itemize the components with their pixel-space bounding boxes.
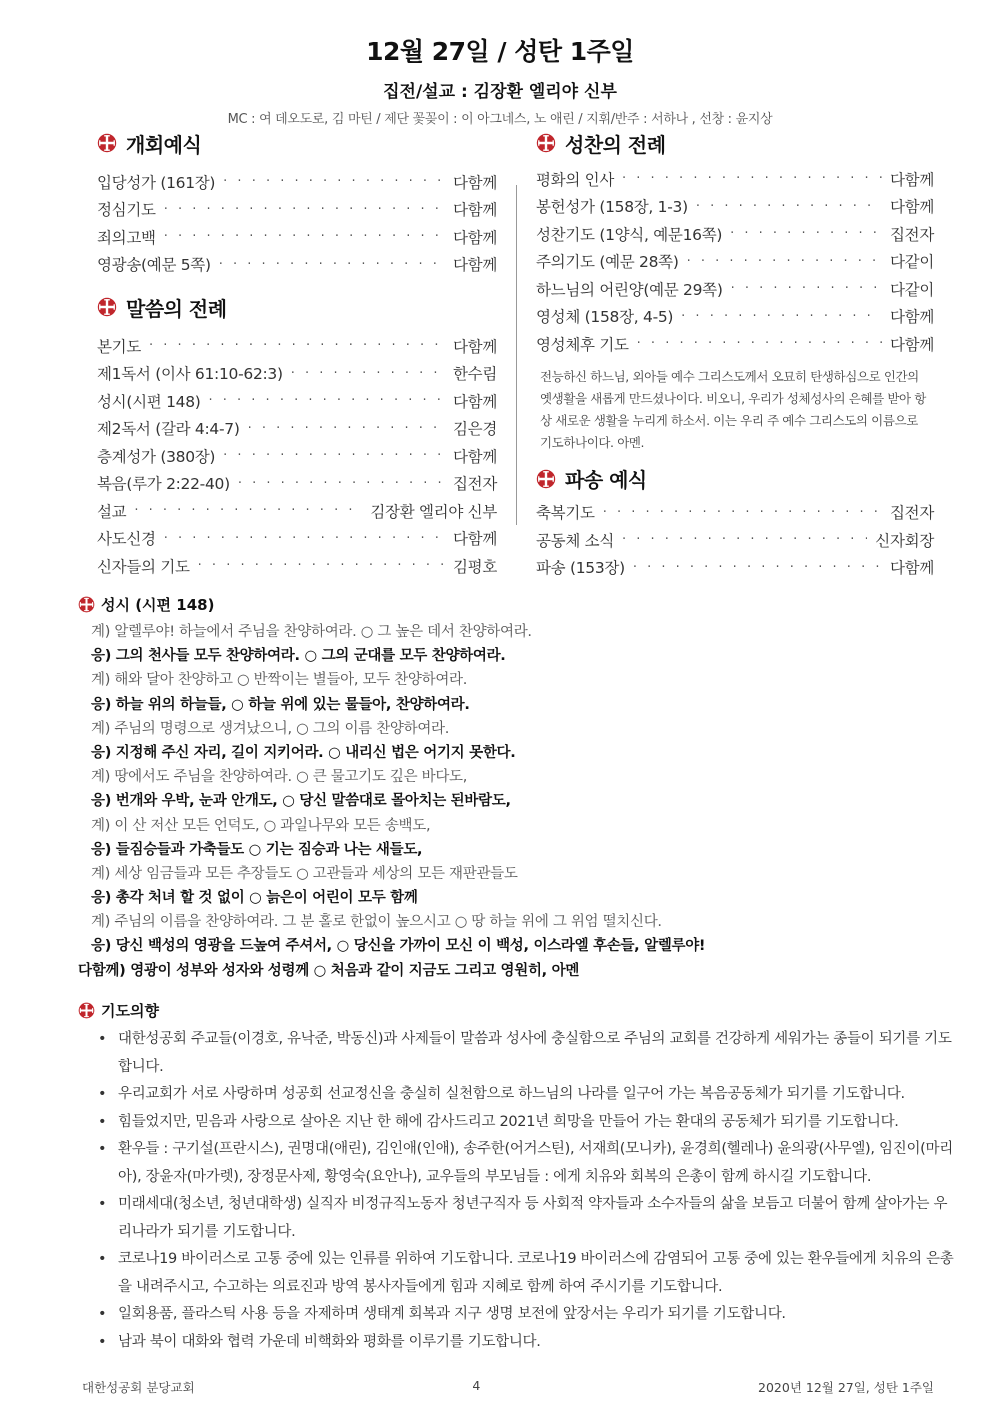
intentions-heading: 기도의향 [78, 998, 958, 1022]
order-item: 영광송(예문 5쪽) · · · 다함께 [97, 251, 497, 279]
right-column [536, 126, 934, 581]
post-communion-prayer: 전능하신 하느님, 외아들 예수 그리스도께서 오묘히 탄생하심으로 인간의 옛생활을 새롭게 만드셨나이다. 비오니, 우리가 성체성사의 은혜를 받아 항상 새로운 생활을 누리게 하소서. 이는 우리 주 예수 그리스도의 이름으로 기도하나이다. 아멘. [540, 368, 926, 450]
order-item: 영성체후 기도 · · · 다함께 [536, 330, 934, 358]
page-footer [82, 1378, 934, 1396]
cross-circle-icon [78, 596, 95, 613]
order-item: 봉헌성가 (158장, 1-3) · · · 다함께 [536, 193, 934, 221]
psalm-doxology: 다함께) 영광이 성부와 성자와 성령께 ○ 처음과 같이 지금도 그리고 영원히, 아멘 [78, 962, 580, 979]
opening-list [97, 168, 497, 278]
order-item: 복음(루가 2:22-40) · · · 집전자 [97, 470, 497, 498]
order-item: 죄의고백 · · · 다함께 [97, 223, 497, 251]
column-divider [516, 185, 517, 525]
intention-item: • 남과 북이 대화와 협력 가운데 비핵화와 평화를 이루기를 기도합니다. [78, 1329, 958, 1357]
intention-item: • 미래세대(청소년, 청년대학생) 실직자 비정규직노동자 청년구직자 등 사회적 약자들과 소수자들의 삶을 보듬고 더불어 함께 살아가는 우리나라가 되기를 기도합니다. [78, 1191, 958, 1246]
order-item: 입당성가 (161장) · · · 다함께 [97, 168, 497, 196]
order-item: 성찬기도 (1양식, 예문16쪽) · · · 집전자 [536, 220, 934, 248]
psalm-line: 응) 하늘 위의 하늘들, ○ 하늘 위에 있는 물들아, 찬양하여라. [91, 696, 470, 713]
dismissal-list [536, 499, 934, 582]
psalm-line: 응) 지정해 주신 자리, 길이 지키어라. ○ 내리신 법은 어기지 못한다. [91, 744, 516, 761]
psalm-line: 계) 세상 임금들과 모든 추장들도 ○ 고관들과 세상의 모든 재판관들도 [91, 865, 518, 882]
bulletin-header [0, 32, 1000, 127]
order-item: 사도신경 · · · 다함께 [97, 525, 497, 553]
section-heading-eucharist: 성찬의 전례 [536, 126, 934, 160]
eucharist-list [536, 165, 934, 358]
cross-circle-icon [536, 469, 556, 489]
mc-line: MC : 여 데오도로, 김 마틴 / 제단 꽃꽂이 : 이 아그네스, 노 애린 / 지휘/반주 : 서하나 , 선창 : 윤지상 [227, 112, 773, 127]
order-item: 제1독서 (이사 61:10-62:3) · · · 한수림 [97, 360, 497, 388]
section-heading-opening: 개회예식 [97, 126, 497, 160]
order-item: 공동체 소식 · · · 신자회장 [536, 526, 934, 554]
cross-circle-icon [97, 133, 117, 153]
psalm-section [78, 592, 938, 983]
order-item: 본기도 · · · 다함께 [97, 332, 497, 360]
prayer-intentions [78, 998, 958, 1356]
order-item: 파송 (153장) · · · 다함께 [536, 554, 934, 582]
footer-date: 2020년 12월 27일, 성탄 1주일 [758, 1380, 934, 1395]
page-title: 12월 27일 / 성탄 1주일 [366, 37, 634, 66]
psalm-line: 응) 그의 천사들 모두 찬양하여라. ○ 그의 군대를 모두 찬양하여라. [91, 648, 506, 665]
cross-circle-icon [97, 297, 117, 317]
page-number: 4 [472, 1378, 481, 1393]
order-item: 영성체 (158장, 4-5) · · · 다함께 [536, 303, 934, 331]
intention-item: • 환우들 : 구기설(프란시스), 권명대(애린), 김인애(인애), 송주한(어거스틴), 서재희(모니카), 윤경희(헬레나) 윤의광(사무엘), 임진이(마리아), 장윤자(마가렛), 장정문사제, 황영숙(요안나), 교우들의 부모님들 : 에게 치유와 회복의 은총이 함께 하시길 기도합니다. [78, 1136, 958, 1191]
psalm-line: 응) 당신 백성의 영광을 드높여 주셔서, ○ 당신을 가까이 모신 이 백성, 이스라엘 후손들, 알렐루야! [91, 938, 706, 955]
intention-item: • 대한성공회 주교들(이경호, 유낙준, 박동신)과 사제들이 말씀과 성사에 충실함으로 주님의 교회를 건강하게 세워가는 종들이 되기를 기도합니다. [78, 1026, 958, 1081]
cross-circle-icon [78, 1002, 95, 1019]
order-item: 정심기도 · · · 다함께 [97, 196, 497, 224]
psalm-line: 계) 해와 달아 찬양하고 ○ 반짝이는 별들아, 모두 찬양하여라. [91, 672, 468, 689]
footer-church: 대한성공회 분당교회 [82, 1380, 195, 1395]
left-column [97, 126, 497, 580]
intention-item: • 코로나19 바이러스로 고통 중에 있는 인류를 위하여 기도합니다. 코로나19 바이러스에 감염되어 고통 중에 있는 환우들에게 치유의 은총을 내려주시고, 수고하는 의료진과 방역 봉사자들에게 힘과 지혜로 함께 하여 주시기를 기도합니다. [78, 1246, 958, 1301]
psalm-line: 계) 땅에서도 주님을 찬양하여라. ○ 큰 물고기도 깊은 바다도, [91, 769, 468, 786]
order-item: 제2독서 (갈라 4:4-7) · · · 김은경 [97, 415, 497, 443]
psalm-line: 응) 번개와 우박, 눈과 안개도, ○ 당신 말씀대로 몰아치는 된바람도, [91, 793, 511, 810]
order-item: 주의기도 (예문 28쪽) · · · 다같이 [536, 248, 934, 276]
psalm-line: 응) 총각 처녀 할 것 없이 ○ 늙은이 어린이 모두 함께 [91, 890, 418, 907]
order-item: 설교 · · · 김장환 엘리야 신부 [97, 497, 497, 525]
order-item: 하느님의 어린양(예문 29쪽) · · · 다같이 [536, 275, 934, 303]
intentions-list [78, 1026, 958, 1356]
intention-item: • 일회용품, 플라스틱 사용 등을 자제하며 생태계 회복과 지구 생명 보전에 앞장서는 우리가 되기를 기도합니다. [78, 1301, 958, 1329]
cross-circle-icon [536, 133, 556, 153]
order-item: 축복기도 · · · 집전자 [536, 499, 934, 527]
order-item: 신자들의 기도 · · · 김평호 [97, 552, 497, 580]
order-item: 성시(시편 148) · · · 다함께 [97, 387, 497, 415]
word-list [97, 332, 497, 580]
order-item: 층계성가 (380장) · · · 다함께 [97, 442, 497, 470]
psalm-line: 응) 들짐승들과 가축들도 ○ 기는 짐승과 나는 새들도, [91, 841, 423, 858]
psalm-lines [91, 620, 938, 959]
intention-item: • 힘들었지만, 믿음과 사랑으로 살아온 지난 한 해에 감사드리고 2021년 희망을 만들어 가는 환대의 공동체가 되기를 기도합니다. [78, 1109, 958, 1137]
psalm-heading: 성시 (시편 148) [78, 592, 938, 616]
psalm-line: 계) 주님의 명령으로 생겨났으니, ○ 그의 이름 찬양하여라. [91, 720, 450, 737]
psalm-line: 계) 이 산 저산 모든 언덕도, ○ 과일나무와 모든 송백도, [91, 817, 431, 834]
psalm-line: 계) 주님의 이름을 찬양하여라. 그 분 홀로 한없이 높으시고 ○ 땅 하늘 위에 그 위엄 떨치신다. [91, 914, 662, 931]
order-item: 평화의 인사 · · · 다함께 [536, 165, 934, 193]
officiant-line: 집전/설교 : 김장환 엘리야 신부 [383, 82, 617, 102]
psalm-line: 계) 알렐루야! 하늘에서 주님을 찬양하여라. ○ 그 높은 데서 찬양하여라. [91, 624, 532, 640]
intention-item: • 우리교회가 서로 사랑하며 성공회 선교정신을 충실히 실천함으로 하느님의 나라를 일구어 가는 복음공동체가 되기를 기도합니다. [78, 1081, 958, 1109]
section-heading-dismissal: 파송 예식 [536, 462, 934, 496]
section-heading-word: 말씀의 전례 [97, 290, 497, 324]
